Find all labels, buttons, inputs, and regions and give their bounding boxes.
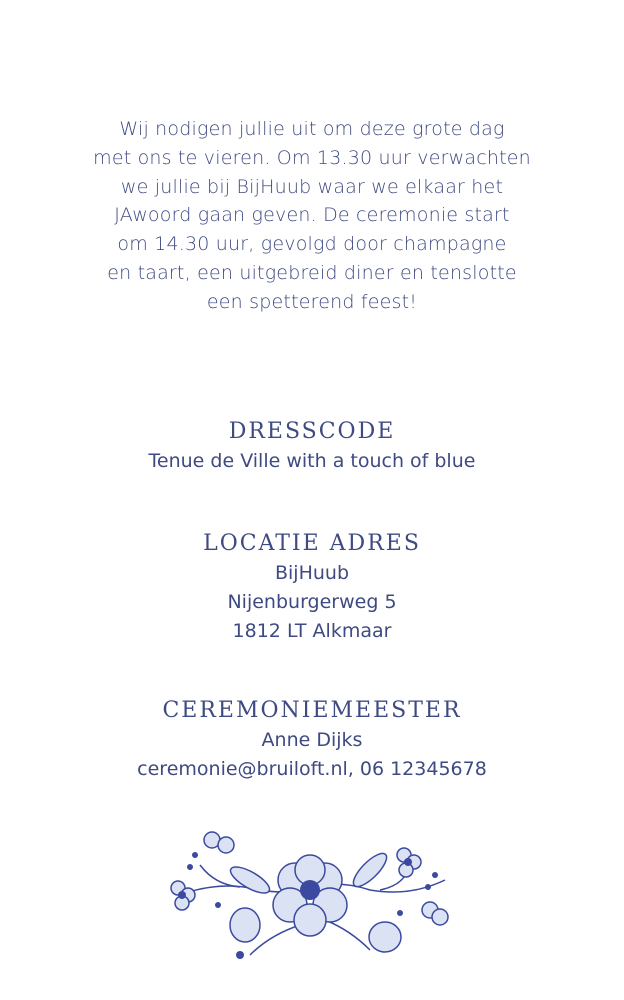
location-section (0, 529, 624, 646)
ceremony-master-contact: ceremonie@bruiloft.nl, 06 12345678 (137, 758, 487, 780)
ceremony-master-name: Anne Dijks (261, 729, 363, 751)
intro-line: Wij nodigen jullie uit om deze grote dag (119, 118, 505, 140)
location-heading: LOCATIE ADRES (203, 531, 421, 556)
ceremony-master-section (0, 696, 624, 784)
intro-line: om 14.30 uur, gevolgd door champagne (117, 233, 507, 256)
intro-line: en taart, een uitgebreid diner en tenslotte (107, 261, 517, 284)
intro-line: een spetterend feest! (206, 290, 418, 313)
location-street: Nijenburgerweg 5 (227, 591, 397, 613)
intro-line: met ons te vieren. Om 13.30 uur verwachten (93, 146, 531, 169)
dresscode-heading: DRESSCODE (228, 419, 396, 444)
location-city: 1812 LT Alkmaar (232, 620, 392, 642)
dresscode-text: Tenue de Ville with a touch of blue (148, 450, 476, 472)
invitation-text (0, 115, 624, 317)
dresscode-section (0, 417, 624, 476)
ceremony-master-heading: CEREMONIEMEESTER (162, 698, 462, 723)
location-name: BijHuub (274, 562, 350, 584)
intro-line: JAwoord gaan geven. De ceremonie start (114, 204, 510, 227)
intro-line: we jullie bij BijHuub waar we elkaar het (120, 175, 504, 198)
floral-ornament-icon (160, 825, 460, 975)
